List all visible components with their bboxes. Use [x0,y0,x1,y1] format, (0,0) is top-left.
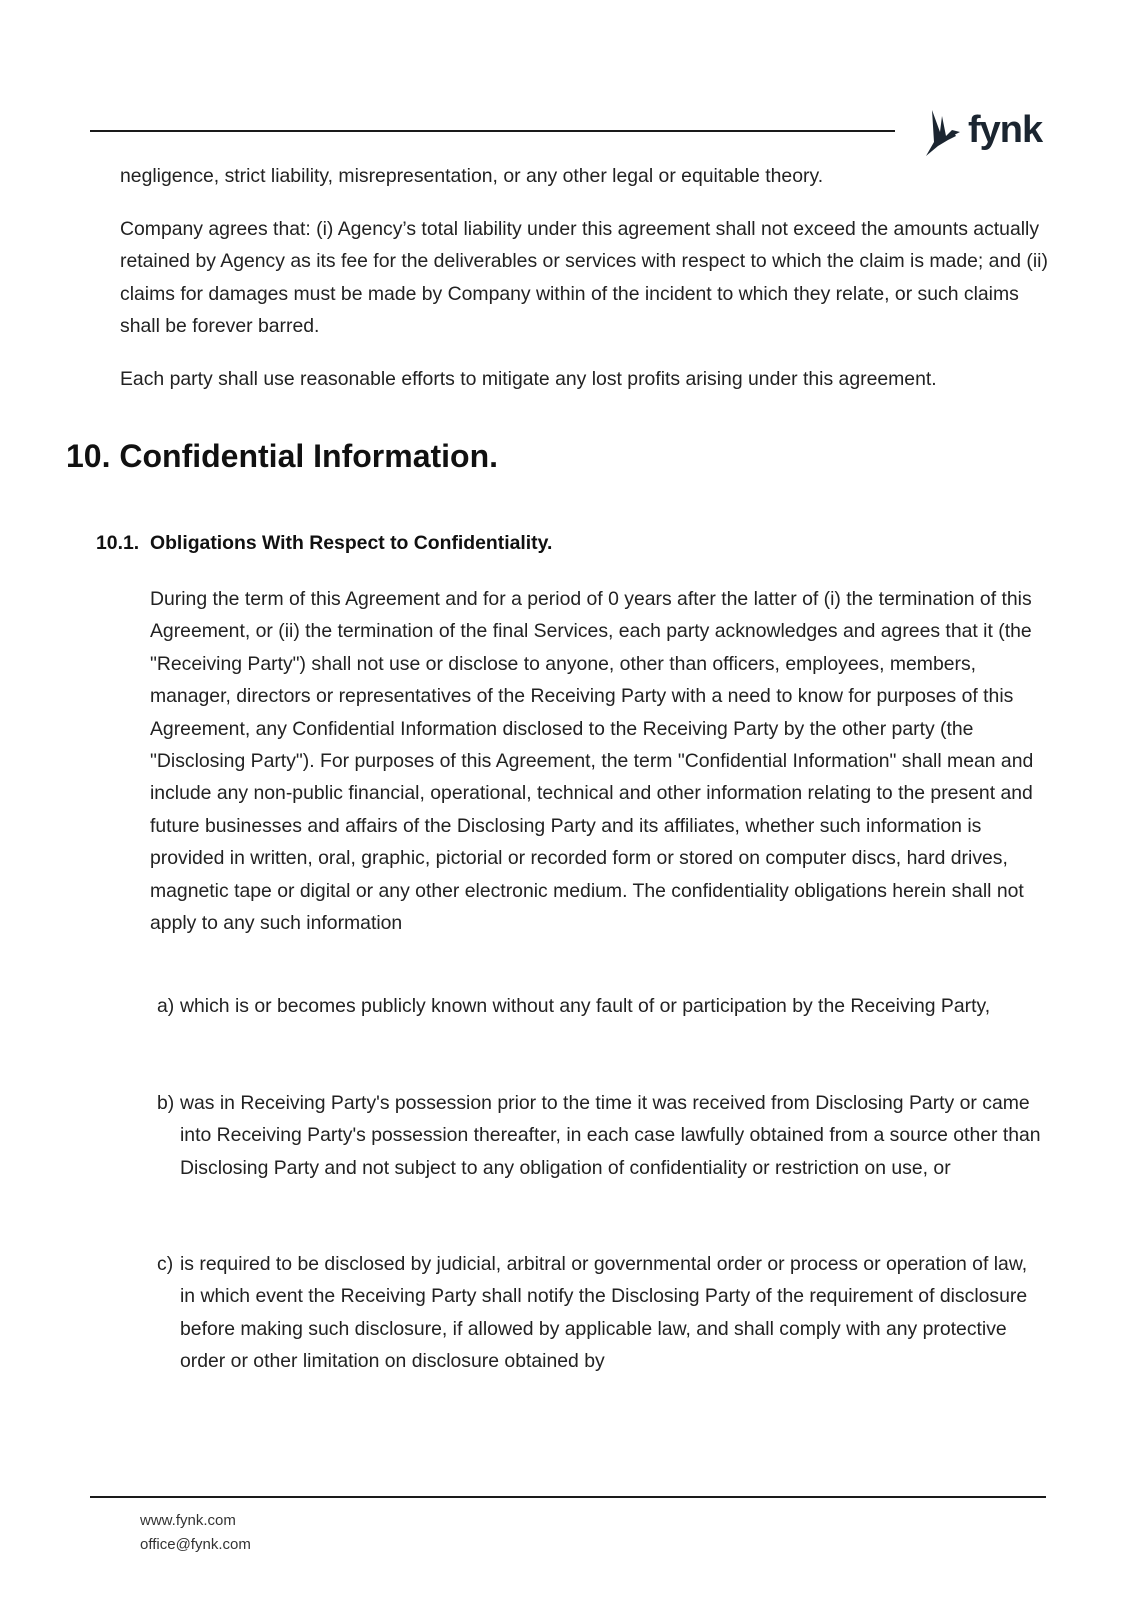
list-item [157,1087,1045,1184]
footer-email: office@fynk.com [140,1536,251,1553]
list-item-text: was in Receiving Party's possession prior to the time it was received from Disclosing Party or came into Receiving Party's possession thereafter, in each case lawfully obtained from a source other than Disclosing Party and not subject to any obligation of confidentiality or restriction on use, or [180,1092,1041,1179]
subsection-number: 10.1. [96,532,140,554]
list-item-text: is required to be disclosed by judicial, arbitral or governmental order or process or operation of law, in which event the Receiving Party shall notify the Disclosing Party of the requirement of disclosure before making such disclosure, if allowed by applicable law, and shall comply with any protective order or other limitation on disclosure obtained by [180,1253,1028,1373]
subsection-title: Obligations With Respect to Confidentiality. [150,532,553,554]
paragraph-liability-limit: Company agrees that: (i) Agency’s total liability under this agreement shall not exceed the amounts actually retained by Agency as its fee for the deliverables or services with respect to which the claim is made; and (ii) claims for damages must be made by Company within of the incident to which they relate, or such claims shall be forever barred. [120,218,1048,338]
logo-wordmark: fynk [968,109,1043,151]
footer-website: www.fynk.com [140,1512,236,1529]
list-item [157,990,1045,1022]
subsection-heading [96,532,552,555]
list-item-text: which is or becomes publicly known without any fault of or participation by the Receiving Party, [180,995,991,1017]
section-title: 10. Confidential Information. [66,438,499,474]
list-item [157,1248,1045,1378]
list-marker: a) [157,995,175,1017]
fynk-logo [922,104,1052,160]
paragraph-confidentiality: During the term of this Agreement and for a period of 0 years after the latter of (i) the termination of this Agreement, or (ii) the termination of the final Services, each party acknowledges and agrees that it (the "Receiving Party") shall not use or disclose to anyone, other than officers, employees, members, manager, directors or representatives of the Receiving Party with a need to know for purposes of this Agreement, any Confidential Information disclosed to the Receiving Party by the other party (the "Disclosing Party"). For purposes of this Agreement, the term "Confidential Information" shall mean and include any non-public financial, operational, technical and other information relating to the present and future businesses and affairs of the Disclosing Party and its affiliates, whether such information is provided in written, oral, graphic, pictorial or recorded form or stored on computer discs, hard drives, magnetic tape or digital or any other electronic medium. The confidentiality obligations herein shall not apply to any such information [150,588,1034,935]
paragraph-mitigation: Each party shall use reasonable efforts to mitigate any lost profits arising under this agreement. [120,368,937,390]
footer-contact [140,1509,251,1557]
footer-divider [90,1496,1046,1498]
paragraph-negligence: negligence, strict liability, misrepresentation, or any other legal or equitable theory. [120,165,824,187]
list-marker: b) [157,1092,175,1114]
list-marker: c) [157,1253,174,1275]
fynk-bird-icon [922,106,962,158]
header-divider [90,130,895,132]
